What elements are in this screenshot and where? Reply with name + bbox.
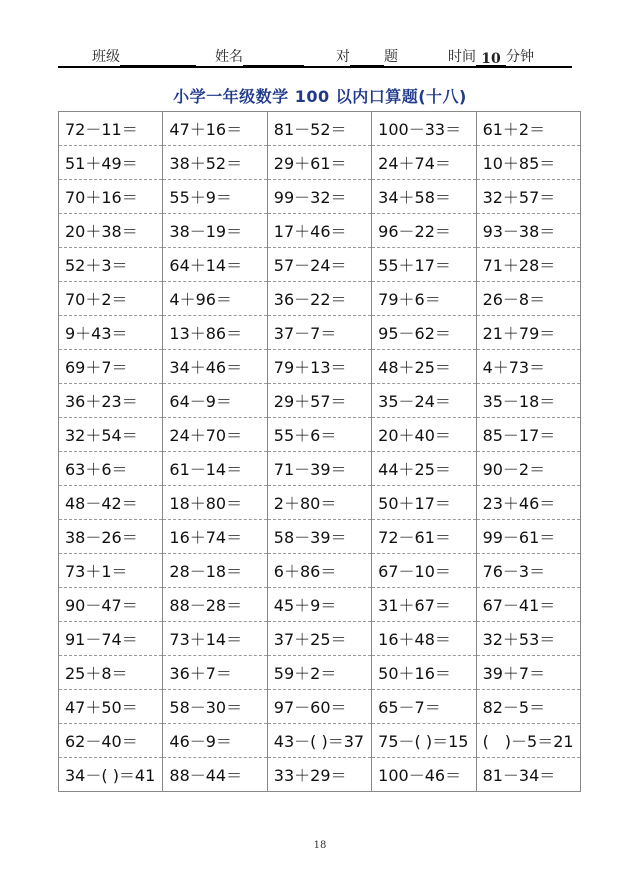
- problem-cell: 32＋57＝: [476, 180, 580, 214]
- problem-cell: 64＋14＝: [163, 248, 267, 282]
- problem-cell: 70＋2＝: [59, 282, 163, 316]
- problem-cell: 47＋16＝: [163, 112, 267, 146]
- problem-cell: 61＋2＝: [476, 112, 580, 146]
- worksheet-header: [58, 44, 572, 68]
- problem-cell: 23＋46＝: [476, 486, 580, 520]
- problem-cell: 10＋85＝: [476, 146, 580, 180]
- problem-cell: 96－22＝: [372, 214, 476, 248]
- problem-cell: 99－61＝: [476, 520, 580, 554]
- problem-cell: 32＋54＝: [59, 418, 163, 452]
- class-blank[interactable]: [120, 51, 196, 66]
- problem-cell: 18＋80＝: [163, 486, 267, 520]
- problem-cell: 51＋49＝: [59, 146, 163, 180]
- problem-row: [59, 384, 581, 418]
- correct-count-blank[interactable]: [350, 51, 384, 66]
- problem-cell: 79＋6＝: [372, 282, 476, 316]
- problem-row: [59, 112, 581, 146]
- problem-cell: 13＋86＝: [163, 316, 267, 350]
- problem-cell: 34＋46＝: [163, 350, 267, 384]
- problem-row: [59, 554, 581, 588]
- problem-cell: 72－11＝: [59, 112, 163, 146]
- problem-cell: 44＋25＝: [372, 452, 476, 486]
- problem-cell: 36－22＝: [267, 282, 371, 316]
- problem-cell: 69＋7＝: [59, 350, 163, 384]
- problem-cell: 93－38＝: [476, 214, 580, 248]
- problem-row: [59, 248, 581, 282]
- problem-row: [59, 146, 581, 180]
- problem-cell: 6＋86＝: [267, 554, 371, 588]
- problem-row: [59, 282, 581, 316]
- problem-cell: 34－( )＝41: [59, 758, 163, 792]
- problem-cell: 50＋16＝: [372, 656, 476, 690]
- problem-cell: 85－17＝: [476, 418, 580, 452]
- problem-cell: 36＋23＝: [59, 384, 163, 418]
- problem-cell: 91－74＝: [59, 622, 163, 656]
- problem-cell: 4＋73＝: [476, 350, 580, 384]
- problem-cell: 16＋48＝: [372, 622, 476, 656]
- problem-cell: 35－18＝: [476, 384, 580, 418]
- problem-cell: 16＋74＝: [163, 520, 267, 554]
- problem-cell: 52＋3＝: [59, 248, 163, 282]
- problem-cell: 62－40＝: [59, 724, 163, 758]
- problem-cell: 48＋25＝: [372, 350, 476, 384]
- problem-cell: 29＋57＝: [267, 384, 371, 418]
- problem-row: [59, 724, 581, 758]
- problem-cell: 99－32＝: [267, 180, 371, 214]
- page-number: 18: [313, 840, 327, 851]
- time-value: 10: [476, 51, 506, 66]
- problem-cell: 71＋28＝: [476, 248, 580, 282]
- problem-cell: 20＋40＝: [372, 418, 476, 452]
- problem-cell: 81－34＝: [476, 758, 580, 792]
- problem-cell: 48－42＝: [59, 486, 163, 520]
- problem-cell: 50＋17＝: [372, 486, 476, 520]
- problem-cell: 37－7＝: [267, 316, 371, 350]
- problem-row: [59, 622, 581, 656]
- time-field: [448, 46, 534, 66]
- problem-row: [59, 180, 581, 214]
- problem-cell: 65－7＝: [372, 690, 476, 724]
- problem-cell: 64－9＝: [163, 384, 267, 418]
- correct-count-field: [336, 46, 398, 66]
- problem-cell: 25＋8＝: [59, 656, 163, 690]
- problem-row: [59, 316, 581, 350]
- problem-cell: 55＋17＝: [372, 248, 476, 282]
- problem-cell: 28－18＝: [163, 554, 267, 588]
- problem-row: [59, 758, 581, 792]
- problem-cell: 24＋74＝: [372, 146, 476, 180]
- problem-cell: 38＋52＝: [163, 146, 267, 180]
- problem-cell: 97－60＝: [267, 690, 371, 724]
- problem-cell: 37＋25＝: [267, 622, 371, 656]
- problem-cell: 73＋1＝: [59, 554, 163, 588]
- problem-grid: [58, 111, 581, 792]
- problem-cell: 24＋70＝: [163, 418, 267, 452]
- problem-cell: 9＋43＝: [59, 316, 163, 350]
- problem-cell: 70＋16＝: [59, 180, 163, 214]
- problem-cell: 90－2＝: [476, 452, 580, 486]
- problem-cell: 33＋29＝: [267, 758, 371, 792]
- problem-row: [59, 418, 581, 452]
- problem-cell: 43－( )＝37: [267, 724, 371, 758]
- problem-cell: 55＋9＝: [163, 180, 267, 214]
- problem-cell: 100－46＝: [372, 758, 476, 792]
- problem-cell: 31＋67＝: [372, 588, 476, 622]
- problem-row: [59, 588, 581, 622]
- problem-cell: 21＋79＝: [476, 316, 580, 350]
- problem-row: [59, 520, 581, 554]
- problem-cell: 29＋61＝: [267, 146, 371, 180]
- problem-cell: 75－( )＝15: [372, 724, 476, 758]
- problem-cell: 38－19＝: [163, 214, 267, 248]
- problem-cell: 61－14＝: [163, 452, 267, 486]
- name-label: 姓名: [215, 49, 243, 65]
- problem-cell: 34＋58＝: [372, 180, 476, 214]
- correct-label: 对: [336, 49, 350, 65]
- problem-cell: 67－41＝: [476, 588, 580, 622]
- problem-cell: 17＋46＝: [267, 214, 371, 248]
- problem-cell: 100－33＝: [372, 112, 476, 146]
- problem-cell: 63＋6＝: [59, 452, 163, 486]
- class-field: [92, 46, 196, 66]
- worksheet-title: 小学一年级数学 100 以内口算题(十八): [173, 87, 467, 106]
- question-unit: 题: [384, 49, 398, 65]
- name-blank[interactable]: [243, 51, 304, 66]
- problem-cell: ( )－5＝21: [476, 724, 580, 758]
- problem-cell: 2＋80＝: [267, 486, 371, 520]
- problem-cell: 36＋7＝: [163, 656, 267, 690]
- problem-cell: 88－44＝: [163, 758, 267, 792]
- problem-cell: 81－52＝: [267, 112, 371, 146]
- problem-cell: 72－61＝: [372, 520, 476, 554]
- time-unit: 分钟: [506, 49, 534, 65]
- problem-cell: 45＋9＝: [267, 588, 371, 622]
- problem-cell: 55＋6＝: [267, 418, 371, 452]
- problem-cell: 90－47＝: [59, 588, 163, 622]
- problem-cell: 71－39＝: [267, 452, 371, 486]
- problem-cell: 46－9＝: [163, 724, 267, 758]
- problem-cell: 20＋38＝: [59, 214, 163, 248]
- name-field: [215, 46, 304, 66]
- problem-cell: 39＋7＝: [476, 656, 580, 690]
- problem-cell: 57－24＝: [267, 248, 371, 282]
- class-label: 班级: [92, 49, 120, 65]
- problem-cell: 58－39＝: [267, 520, 371, 554]
- problem-cell: 47＋50＝: [59, 690, 163, 724]
- problem-cell: 32＋53＝: [476, 622, 580, 656]
- problem-cell: 35－24＝: [372, 384, 476, 418]
- problem-cell: 79＋13＝: [267, 350, 371, 384]
- problem-cell: 59＋2＝: [267, 656, 371, 690]
- problem-cell: 82－5＝: [476, 690, 580, 724]
- problem-cell: 88－28＝: [163, 588, 267, 622]
- problem-cell: 73＋14＝: [163, 622, 267, 656]
- problem-row: [59, 656, 581, 690]
- problem-cell: 67－10＝: [372, 554, 476, 588]
- problem-row: [59, 486, 581, 520]
- problem-cell: 76－3＝: [476, 554, 580, 588]
- problem-cell: 38－26＝: [59, 520, 163, 554]
- problem-cell: 58－30＝: [163, 690, 267, 724]
- problem-row: [59, 350, 581, 384]
- problem-row: [59, 214, 581, 248]
- problem-row: [59, 690, 581, 724]
- problem-cell: 26－8＝: [476, 282, 580, 316]
- problem-row: [59, 452, 581, 486]
- time-label: 时间: [448, 49, 476, 65]
- problem-cell: 95－62＝: [372, 316, 476, 350]
- problem-cell: 4＋96＝: [163, 282, 267, 316]
